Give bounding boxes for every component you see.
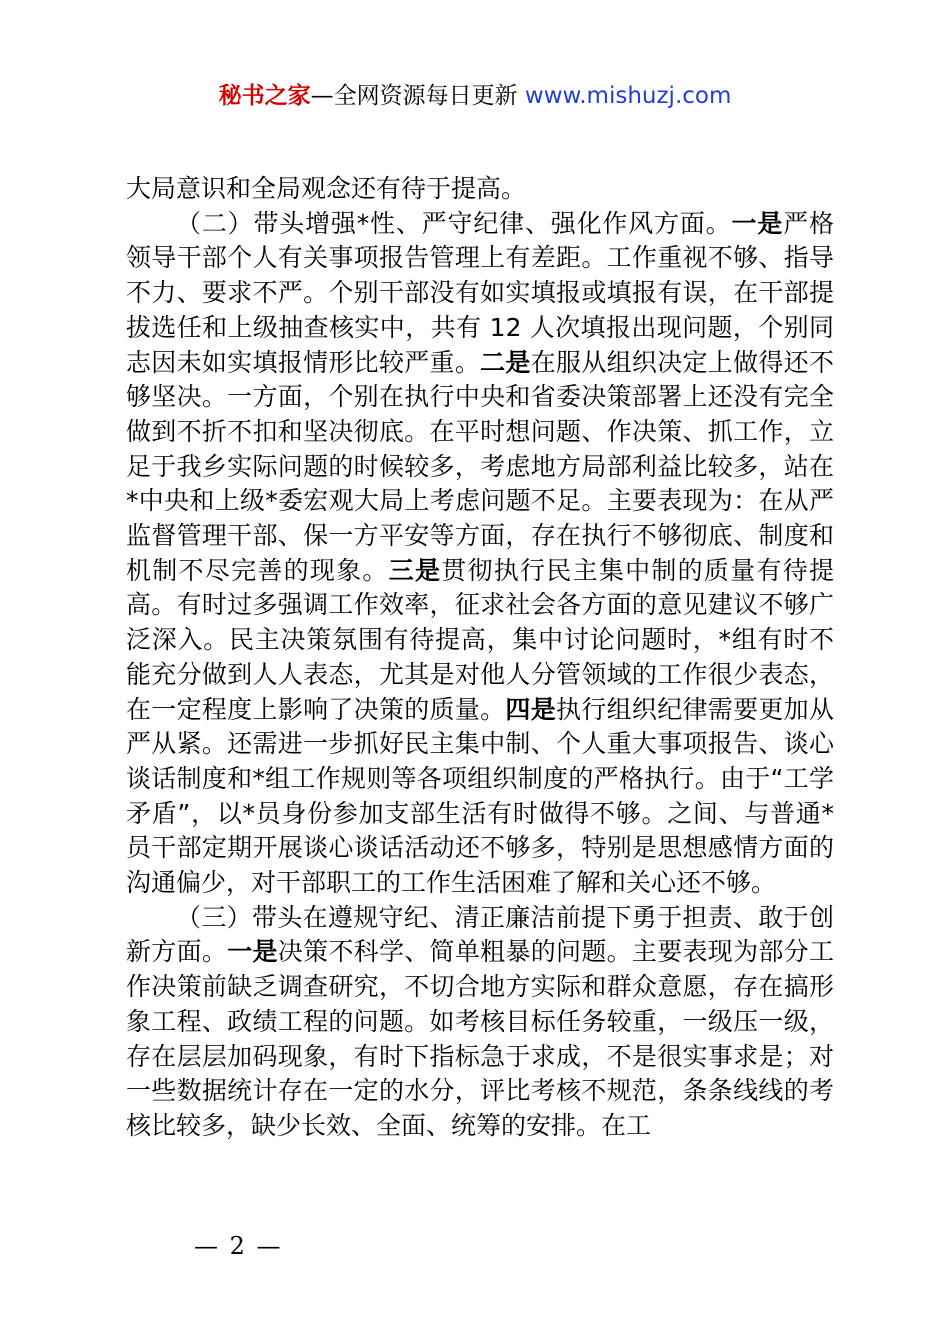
section-heading-3: （三）带头在遵规守纪、清正廉洁前提下勇于担责、敢于创新方面。	[126, 902, 834, 967]
site-tagline: —全网资源每日更新	[310, 83, 518, 109]
paragraph-2	[126, 207, 834, 901]
paragraph-3	[126, 901, 834, 1144]
section-heading-2: （二）带头增强*性、严守纪律、强化作风方面。	[176, 208, 732, 238]
point-marker-3: 三是	[388, 555, 442, 585]
paragraph-text: 大局意识和全局观念还有待于提高。	[126, 174, 527, 203]
paragraph-text: 贯彻执行民主集中制的质量有待提高。有时过多强调工作效率，征求社会各方面的意见建议不够广泛深入。民主决策氛围有待提高，集中讨论问题时，*组有时不能充分做到人人表态，尤其是对他人分管领域的工作很少表态，在一定程度上影响了决策的质量。	[126, 555, 834, 724]
point-marker-2: 二是	[480, 347, 531, 377]
site-header	[0, 80, 950, 112]
paragraph-text: 在服从组织决定上做得还不够坚决。一方面，个别在执行中央和省委决策部署上还没有完全做到不折不扣和坚决彻底。在平时想问题、作决策、抓工作，立足于我乡实际问题的时候较多，考虑地方局部利益比较多，站在*中央和上级*委宏观大局上考虑问题不足。主要表现为：在从严监督管理干部、保一方平安等方面，存在执行不够彻底、制度和机制不尽完善的现象。	[126, 347, 834, 585]
point-marker-1: 一是	[731, 208, 784, 238]
paragraph-1	[126, 172, 834, 207]
site-url-link[interactable]: www.mishuzj.com	[524, 83, 732, 109]
page-number: — 2 —	[194, 1232, 283, 1260]
site-brand: 秘书之家	[218, 83, 311, 109]
document-body	[126, 172, 834, 1144]
point-marker-1: 一是	[227, 937, 278, 967]
point-marker-4: 四是	[505, 694, 557, 724]
paragraph-text: 严格领导干部个人有关事项报告管理上有差距。工作重视不够、指导不力、要求不严。个别干部没有如实填报或填报有误，在干部提拔选任和上级抽查核实中，共有 12 人次填报出现问题，个别同志因未如实填报情形比较严重。	[126, 208, 834, 377]
paragraph-text: 执行组织纪律需要更加从严从紧。还需进一步抓好民主集中制、个人重大事项报告、谈心谈话制度和*组工作规则等各项组织制度的严格执行。由于“工学矛盾”，以*员身份参加支部生活有时做得不够。之间、与普通*员干部定期开展谈心谈话活动还不够多，特别是思想感情方面的沟通偏少，对干部职工的工作生活困难了解和关心还不够。	[126, 694, 834, 898]
paragraph-text: 决策不科学、简单粗暴的问题。主要表现为部分工作决策前缺乏调查研究，不切合地方实际和群众意愿，存在搞形象工程、政绩工程的问题。如考核目标任务较重，一级压一级，存在层层加码现象，有时下指标急于求成，不是很实事求是；对一些数据统计存在一定的水分，评比考核不规范，条条线线的考核比较多，缺少长效、全面、统筹的安排。在工	[126, 937, 834, 1140]
